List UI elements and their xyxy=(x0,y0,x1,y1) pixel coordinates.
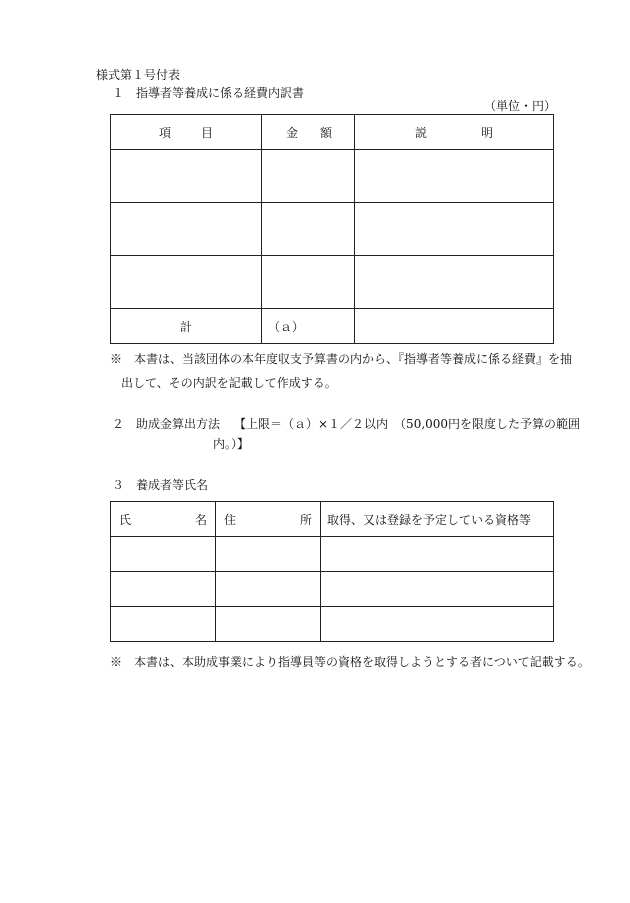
expense-cell-desc[interactable] xyxy=(355,203,554,256)
expense-cell-desc[interactable] xyxy=(355,150,554,203)
section2-heading: ２ 助成金算出方法 xyxy=(112,417,221,431)
trainee-table xyxy=(110,501,554,642)
section1-note-line1: ※ 本書は、当該団体の本年度収支予算書の内から、『指導者等養成に係る経費』を抽 xyxy=(110,352,573,366)
trainee-cell-address[interactable] xyxy=(216,537,321,572)
unit-label: （単位・円） xyxy=(484,99,557,113)
header-desc xyxy=(355,115,554,150)
header-item-char2: 目 xyxy=(200,125,213,140)
trainee-row xyxy=(111,572,554,607)
formula-line1: 【上限＝（ａ）×１／２以内 （50,000円を限度した予算の範囲 xyxy=(234,417,581,431)
section3-note: ※ 本書は、本助成事業により指導員等の資格を取得しようとする者について記載する。 xyxy=(110,655,590,669)
section3-heading: ３ 養成者等氏名 xyxy=(112,478,209,492)
expense-row xyxy=(111,256,554,309)
total-label: 計 xyxy=(111,309,262,344)
header-desc-char1: 説 xyxy=(415,125,428,140)
header-amount xyxy=(262,115,355,150)
expense-row xyxy=(111,203,554,256)
expense-cell-amount[interactable] xyxy=(262,203,355,256)
trainee-cell-name[interactable] xyxy=(111,572,216,607)
section1-heading: １ 指導者等養成に係る経費内訳書 xyxy=(112,86,305,100)
form-label: 様式第１号付表 xyxy=(96,68,181,82)
expense-table xyxy=(110,114,554,344)
trainee-row xyxy=(111,607,554,642)
trainee-cell-qualification[interactable] xyxy=(321,537,554,572)
header-amount-char1: 金 xyxy=(286,125,299,140)
expense-cell-item[interactable] xyxy=(111,203,262,256)
trainee-row xyxy=(111,537,554,572)
header-address-char2: 所 xyxy=(299,512,312,527)
expense-cell-desc[interactable] xyxy=(355,256,554,309)
header-qualification: 取得、又は登録を予定している資格等 xyxy=(321,502,554,537)
trainee-cell-name[interactable] xyxy=(111,537,216,572)
section1-note-line2: 出して、その内訳を記載して作成する。 xyxy=(121,376,337,390)
expense-cell-item[interactable] xyxy=(111,150,262,203)
header-name xyxy=(111,502,216,537)
header-name-char1: 氏 xyxy=(119,512,132,527)
formula-line2: 内。）】 xyxy=(213,437,250,451)
header-item xyxy=(111,115,262,150)
expense-cell-item[interactable] xyxy=(111,256,262,309)
header-desc-char2: 明 xyxy=(480,125,493,140)
header-amount-char2: 額 xyxy=(319,125,332,140)
header-name-char2: 名 xyxy=(194,512,207,527)
trainee-cell-qualification[interactable] xyxy=(321,607,554,642)
trainee-cell-address[interactable] xyxy=(216,607,321,642)
expense-total-row xyxy=(111,309,554,344)
expense-header-row xyxy=(111,115,554,150)
header-item-char1: 項 xyxy=(159,125,172,140)
header-address-char1: 住 xyxy=(224,512,237,527)
expense-cell-amount[interactable] xyxy=(262,150,355,203)
expense-cell-amount[interactable] xyxy=(262,256,355,309)
trainee-cell-name[interactable] xyxy=(111,607,216,642)
trainee-cell-qualification[interactable] xyxy=(321,572,554,607)
total-amount[interactable]: （ａ） xyxy=(262,309,355,344)
expense-row xyxy=(111,150,554,203)
total-desc[interactable] xyxy=(355,309,554,344)
trainee-cell-address[interactable] xyxy=(216,572,321,607)
header-address xyxy=(216,502,321,537)
trainee-header-row xyxy=(111,502,554,537)
